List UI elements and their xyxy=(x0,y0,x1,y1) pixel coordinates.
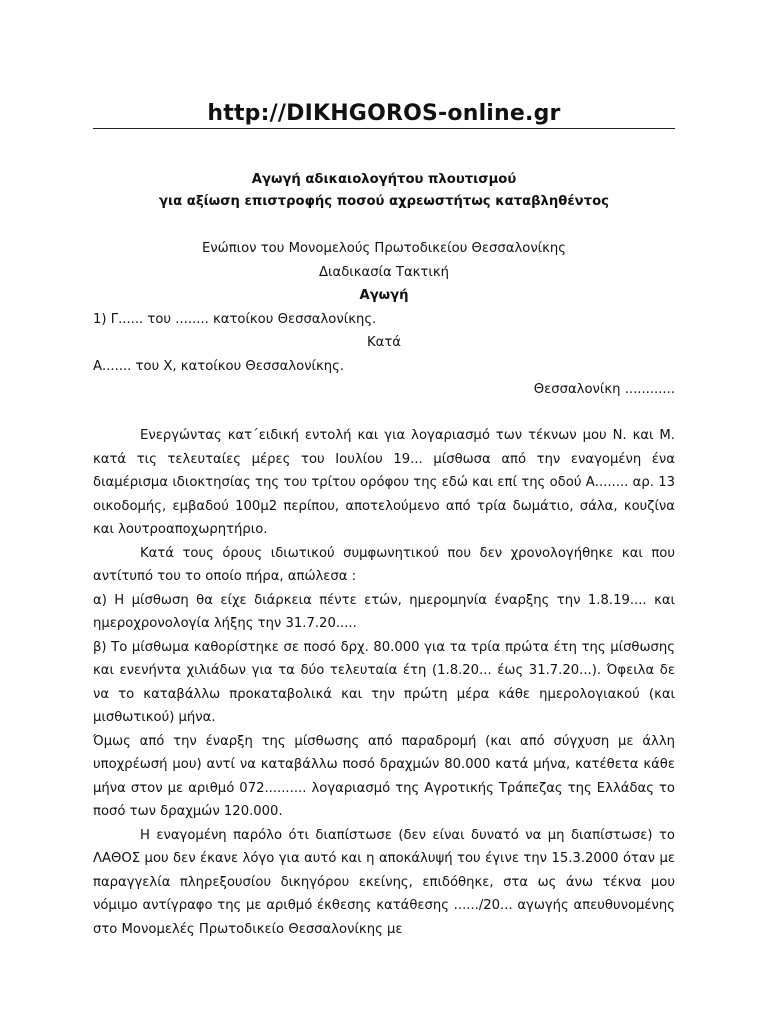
place-date-line: Θεσσαλονίκη ............ xyxy=(533,382,675,397)
body-paragraph-4: β) Το μίσθωμα καθορίστηκε σε ποσό δρχ. 80.000 για τα τρία πρώτα έτη της μίσθωσης και ενενήντα χιλιάδων για τα δύο τελευταία έτη (1.8.20... έως 31.7.20...). Όφειλα δε να το καταβάλλω προκαταβολικά και την πρώτη μέρα κάθε ημερολογιακού (και μισθωτικού) μήνα. xyxy=(93,639,675,725)
court-procedure: Διαδικασία Τακτική xyxy=(319,264,449,280)
body-paragraph-3: α) Η μίσθωση θα είχε διάρκεια πέντε ετών, ημερομηνία έναρξης την 1.8.19.... και ημεροχρονολογία λήξης την 31.7.20..... xyxy=(93,592,675,631)
header-divider xyxy=(93,128,675,129)
body-paragraph-5: Όμως από την έναρξη της μίσθωσης από παραδρομή (και από σύγχυση με άλλη υποχρέωσή μου) αντί να καταβάλλω ποσό δραχμών 80.000 κατά μήνα, κατέθετα κάθε μήνα στον με αριθμό 072.......... λογαριασμό της Αγροτικής Τράπεζας της Ελλάδας το ποσό των δραχμών 120.000. xyxy=(93,733,675,819)
court-header xyxy=(93,237,675,402)
document-body xyxy=(93,424,675,941)
title-line-1: Αγωγή αδικαιολογήτου πλουτισμού xyxy=(251,172,517,187)
document-title xyxy=(93,169,675,213)
lawsuit-heading: Αγωγή xyxy=(359,288,409,303)
title-line-2: για αξίωση επιστροφής ποσού αχρεωστήτως καταβληθέντος xyxy=(159,194,609,209)
court-before: Ενώπιον του Μονομελούς Πρωτοδικείου Θεσσαλονίκης xyxy=(201,241,567,256)
defendant-line: Α....... του Χ, κατοίκου Θεσσαλονίκης. xyxy=(93,358,345,374)
against-label: Κατά xyxy=(367,335,401,350)
site-header-title: http://DIKHGOROS-online.gr xyxy=(207,101,561,126)
body-paragraph-2: Κατά τους όρους ιδιωτικού συμφωνητικού που δεν χρονολογήθηκε και που αντίτυπό του το οποίο πήρα, απώλεσα : xyxy=(93,545,675,584)
plaintiff-line: 1) Γ...... του ........ κατοίκου Θεσσαλονίκης. xyxy=(93,311,377,327)
body-paragraph-6: Η εναγομένη παρόλο ότι διαπίστωσε (δεν είναι δυνατό να μη διαπίστωσε) το ΛΑΘΟΣ μου δεν έκανε λόγο για αυτό και η αποκάλυψή του έγινε την 15.3.2000 όταν με παραγγελία πληρεξουσίου δικηγόρου εκείνης, επιδόθηκε, στα ως άνω τέκνα μου νόμιμο αντίγραφο της με αριθμό έκθεσης κατάθεσης ....../20... αγωγής απευθυνομένης στο Μονομελές Πρωτοδικείο Θεσσαλονίκης με xyxy=(93,827,675,937)
body-paragraph-1: Ενεργώντας κατ΄ειδική εντολή και για λογαριασμό των τέκνων μου Ν. και Μ. κατά τις τελευταίες μέρες του Ιουλίου 19... μίσθωσα από την εναγομένη ένα διαμέρισμα ιδιοκτησίας της του τρίτου ορόφου της εδώ και επί της οδού Α........ αρ. 13 οικοδομής, εμβαδού 100μ2 περίπου, αποτελούμενο από τρία δωμάτιο, σάλα, κουζίνα και λουτροαποχωρητήριο. xyxy=(93,428,675,537)
